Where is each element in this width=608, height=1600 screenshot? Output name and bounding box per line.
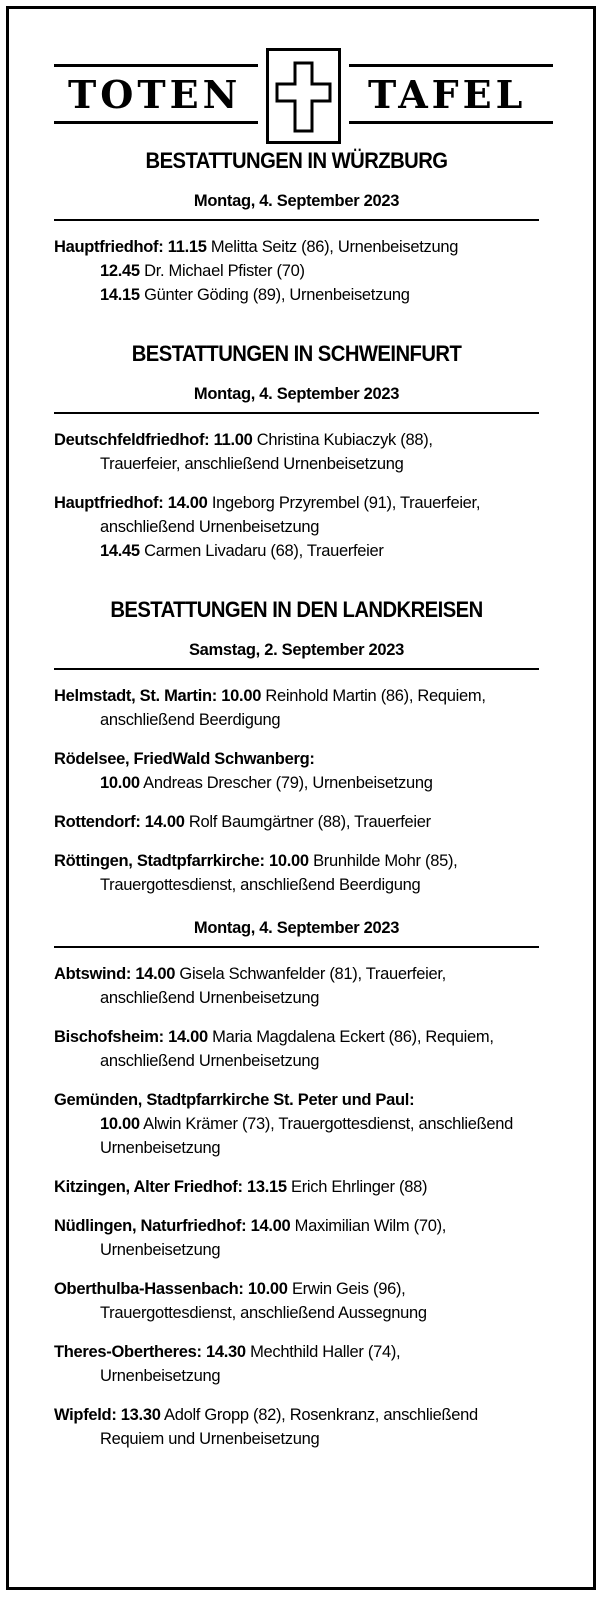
funeral-entry bbox=[54, 1340, 539, 1388]
entry-details: Carmen Livadaru (68), Trauerfeier bbox=[139, 542, 384, 560]
entry-line bbox=[54, 1403, 539, 1427]
entry-line bbox=[54, 491, 539, 515]
funeral-entry bbox=[54, 1175, 539, 1199]
entry-additional bbox=[54, 283, 539, 307]
date-heading: Samstag, 2. September 2023 bbox=[54, 641, 539, 670]
entry-line bbox=[54, 684, 539, 708]
entry-time: 12.45 bbox=[100, 262, 140, 280]
entry-time: 14.15 bbox=[100, 286, 140, 304]
entry-place: Hauptfriedhof: 14.00 bbox=[54, 494, 208, 512]
masthead-left-word: TOTEN bbox=[68, 72, 242, 117]
entry-time: 14.45 bbox=[100, 542, 140, 560]
section-title: BESTATTUNGEN IN WÜRZBURG bbox=[145, 148, 448, 173]
funeral-entry bbox=[54, 1277, 539, 1325]
entry-place: Theres-Obertheres: 14.30 bbox=[54, 1343, 246, 1361]
date-heading: Montag, 4. September 2023 bbox=[54, 919, 539, 948]
entry-details: Rolf Baumgärtner (88), Trauerfeier bbox=[184, 813, 431, 831]
entry-details: Brunhilde Mohr (85), bbox=[308, 852, 458, 870]
entry-additional bbox=[54, 259, 539, 283]
entry-details: Maximilian Wilm (70), bbox=[290, 1217, 447, 1235]
entry-place: Abtswind: 14.00 bbox=[54, 965, 176, 983]
entry-details: Adolf Gropp (82), Rosenkranz, anschließend bbox=[160, 1406, 478, 1424]
entry-place: Nüdlingen, Naturfriedhof: 14.00 bbox=[54, 1217, 291, 1235]
entry-continuation: Trauerfeier, anschließend Urnenbeisetzung bbox=[100, 455, 404, 473]
masthead-rule-bottom-right bbox=[349, 121, 553, 124]
masthead-rule-top-right bbox=[349, 64, 553, 67]
section-title: BESTATTUNGEN IN DEN LANDKREISEN bbox=[110, 597, 483, 622]
entry-line bbox=[54, 1214, 539, 1238]
obituary-list bbox=[54, 148, 539, 1451]
entry-line bbox=[54, 428, 539, 452]
section-title: BESTATTUNGEN IN SCHWEINFURT bbox=[131, 341, 462, 366]
entry-continuation: Urnenbeisetzung bbox=[100, 1139, 221, 1157]
funeral-entry bbox=[54, 235, 539, 307]
entry-continuation: Requiem und Urnenbeisetzung bbox=[100, 1430, 320, 1448]
funeral-entry bbox=[54, 962, 539, 1010]
entry-line bbox=[54, 1175, 539, 1199]
entry-line bbox=[54, 747, 539, 771]
funeral-entry bbox=[54, 849, 539, 897]
entry-continuation: Trauergottesdienst, anschließend Beerdigung bbox=[100, 876, 421, 894]
entry-line bbox=[54, 1277, 539, 1301]
entry-place: Oberthulba-Hassenbach: 10.00 bbox=[54, 1280, 288, 1298]
entry-details: Melitta Seitz (86), Urnenbeisetzung bbox=[206, 238, 459, 256]
entry-details: Günter Göding (89), Urnenbeisetzung bbox=[139, 286, 410, 304]
entry-place: Hauptfriedhof: 11.15 bbox=[54, 238, 207, 256]
entry-additional bbox=[54, 771, 539, 795]
entry-place: Helmstadt, St. Martin: 10.00 bbox=[54, 687, 262, 705]
entry-line bbox=[54, 962, 539, 986]
cross-icon bbox=[266, 48, 341, 144]
funeral-entry bbox=[54, 1025, 539, 1073]
masthead-rule-top-left bbox=[54, 64, 258, 67]
entry-continuation: Urnenbeisetzung bbox=[100, 1367, 221, 1385]
entry-place: Rödelsee, FriedWald Schwanberg: bbox=[54, 750, 315, 768]
entry-details: Mechthild Haller (74), bbox=[245, 1343, 401, 1361]
funeral-entry bbox=[54, 1403, 539, 1451]
funeral-entry bbox=[54, 810, 539, 834]
entry-place: Bischofsheim: 14.00 bbox=[54, 1028, 208, 1046]
entry-details: Christina Kubiaczyk (88), bbox=[252, 431, 433, 449]
funeral-entry bbox=[54, 747, 539, 795]
entry-details: Ingeborg Przyrembel (91), Trauerfeier, bbox=[207, 494, 481, 512]
entry-place: Kitzingen, Alter Friedhof: 13.15 bbox=[54, 1178, 287, 1196]
entry-place: Deutschfeldfriedhof: 11.00 bbox=[54, 431, 253, 449]
entry-line bbox=[54, 810, 539, 834]
entry-details: Maria Magdalena Eckert (86), Requiem, bbox=[207, 1028, 494, 1046]
date-heading: Montag, 4. September 2023 bbox=[54, 385, 539, 414]
date-heading: Montag, 4. September 2023 bbox=[54, 192, 539, 221]
entry-continuation: Urnenbeisetzung bbox=[100, 1241, 221, 1259]
entry-details: Dr. Michael Pfister (70) bbox=[139, 262, 305, 280]
masthead-right-word: TAFEL bbox=[368, 72, 527, 117]
entry-details: Gisela Schwanfelder (81), Trauerfeier, bbox=[175, 965, 446, 983]
entry-continuation: Trauergottesdienst, anschließend Aussegnung bbox=[100, 1304, 427, 1322]
entry-details: Erich Ehrlinger (88) bbox=[286, 1178, 428, 1196]
entry-continuation: anschließend Beerdigung bbox=[100, 711, 281, 729]
entry-line bbox=[54, 1088, 539, 1112]
entry-place: Gemünden, Stadtpfarrkirche St. Peter und Paul: bbox=[54, 1091, 415, 1109]
entry-place: Wipfeld: 13.30 bbox=[54, 1406, 161, 1424]
entry-place: Rottendorf: 14.00 bbox=[54, 813, 185, 831]
entry-line bbox=[54, 235, 539, 259]
funeral-entry bbox=[54, 684, 539, 732]
masthead-rule-bottom-left bbox=[54, 121, 258, 124]
entry-continuation: anschließend Urnenbeisetzung bbox=[100, 518, 320, 536]
entry-continuation: anschließend Urnenbeisetzung bbox=[100, 1052, 320, 1070]
entry-details: Alwin Krämer (73), Trauergottesdienst, anschließend bbox=[139, 1115, 514, 1133]
entry-details: Erwin Geis (96), bbox=[287, 1280, 406, 1298]
entry-line bbox=[54, 849, 539, 873]
entry-line bbox=[54, 1340, 539, 1364]
entry-time: 10.00 bbox=[100, 774, 140, 792]
funeral-entry bbox=[54, 1088, 539, 1160]
masthead bbox=[54, 48, 553, 144]
funeral-entry bbox=[54, 491, 539, 563]
entry-continuation: anschließend Urnenbeisetzung bbox=[100, 989, 320, 1007]
entry-line bbox=[54, 1025, 539, 1049]
entry-place: Röttingen, Stadtpfarrkirche: 10.00 bbox=[54, 852, 309, 870]
funeral-entry bbox=[54, 428, 539, 476]
entry-details: Andreas Drescher (79), Urnenbeisetzung bbox=[139, 774, 433, 792]
entry-additional bbox=[54, 1112, 539, 1136]
entry-details: Reinhold Martin (86), Requiem, bbox=[261, 687, 486, 705]
entry-additional bbox=[54, 539, 539, 563]
funeral-entry bbox=[54, 1214, 539, 1262]
entry-time: 10.00 bbox=[100, 1115, 140, 1133]
